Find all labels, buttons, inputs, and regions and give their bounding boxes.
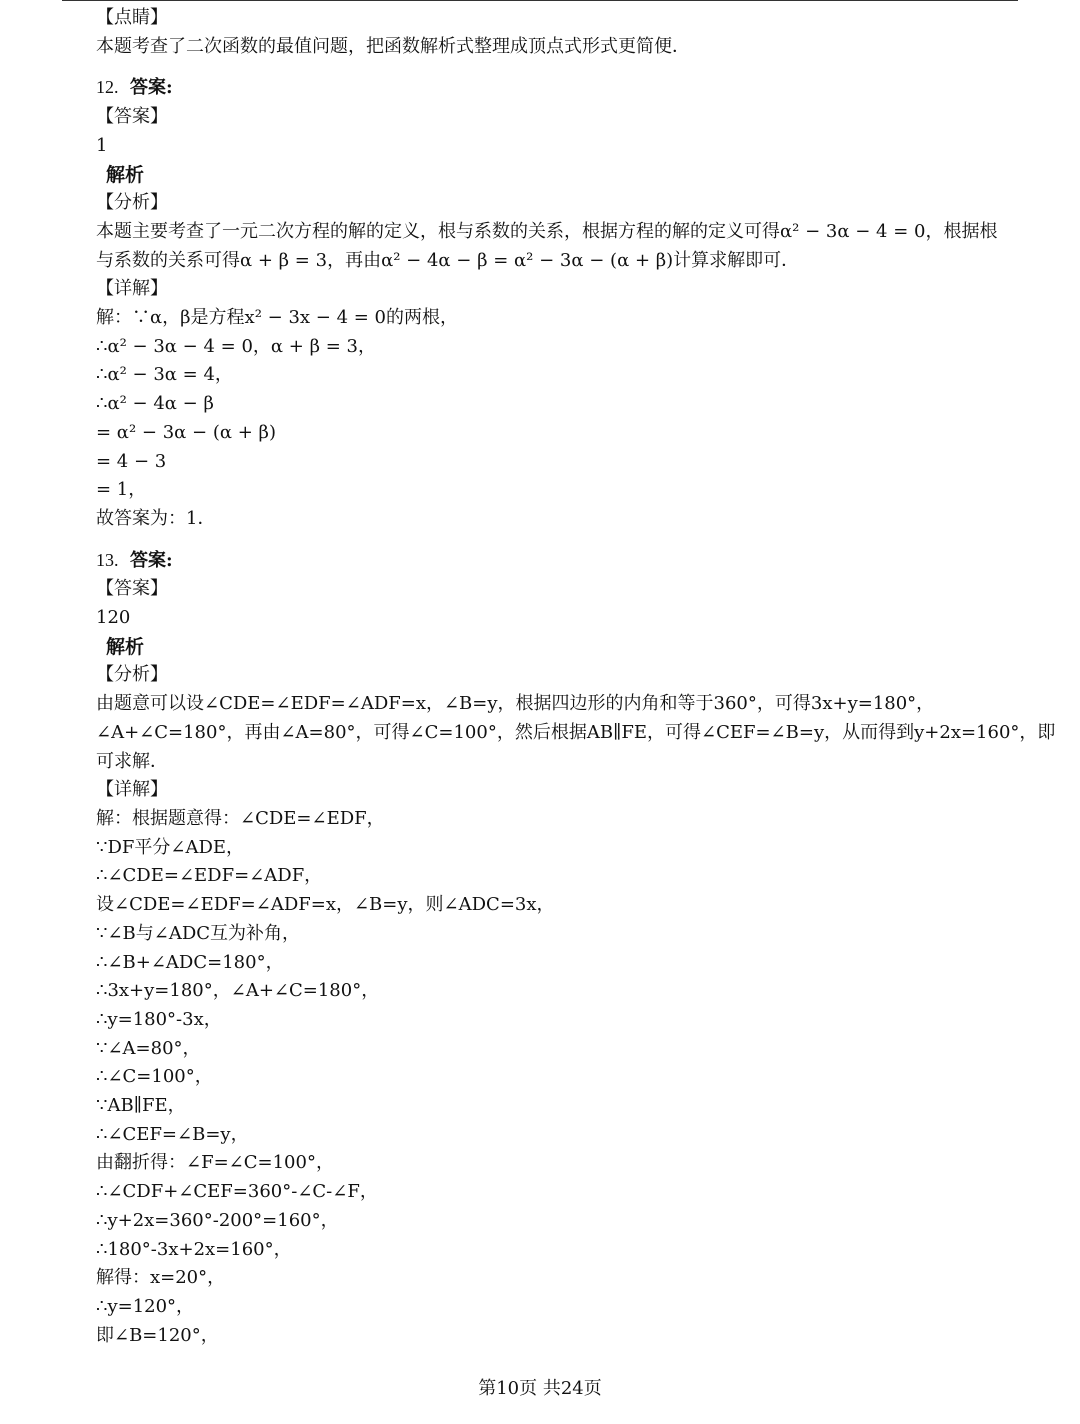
q13-xiangjie-heading: 【详解】 [96, 779, 168, 801]
q13-number: 13. [96, 549, 119, 570]
q13-analysis-heading: 解析 [106, 635, 145, 658]
q13-step: ∴180°-3x+2x=160°， [96, 1238, 292, 1260]
page-footer [0, 1376, 1080, 1402]
q12-answer-tag: 【答案】 [96, 106, 168, 128]
q13-step: ∴∠CDE=∠EDF=∠ADF， [96, 865, 323, 887]
q12-fenxi-line1: 本题主要考查了一元二次方程的解的定义，根与系数的关系，根据方程的解的定义可得α² − 3α − 4 = 0，根据根 [96, 220, 998, 242]
q13-step: ∵∠A=80°， [96, 1037, 201, 1059]
q12-answer-heading: 答案: [129, 77, 173, 99]
q13-fenxi-line2: ∠A+∠C=180°，再由∠A=80°，可得∠C=100°，然后根据AB∥FE，可得∠CEF=∠B=y，从而得到y+2x=160°，即 [96, 721, 1056, 743]
q12-step: = α² − 3α − (α + β) [96, 421, 276, 443]
q12-number: 12. [96, 77, 119, 98]
q13-step: ∴y+2x=360°-200°=160°， [96, 1209, 339, 1231]
q13-step: 由翻折得：∠F=∠C=100°， [96, 1152, 334, 1174]
dianjing-text: 本题考查了二次函数的最值问题，把函数解析式整理成顶点式形式更简便． [96, 35, 690, 57]
q12-step: ∴α² − 4α − β [96, 393, 214, 415]
q13-step: ∵AB∥FE， [96, 1095, 186, 1117]
q13-fenxi-line1: 由题意可以设∠CDE=∠EDF=∠ADF=x，∠B=y，根据四边形的内角和等于360°，可得3x+y=180°， [96, 693, 935, 715]
document-body [96, 4, 1056, 1350]
q13-step: ∴∠CEF=∠B=y， [96, 1123, 249, 1145]
q12-header [96, 73, 1046, 103]
q13-answer-tag: 【答案】 [96, 578, 168, 600]
q13-step: 解：根据题意得：∠CDE=∠EDF， [96, 807, 385, 829]
q12-step: ∴α² − 3α − 4 = 0，α + β = 3， [96, 335, 376, 357]
q13-answer-heading: 答案: [129, 549, 173, 571]
q12-step: ∴α² − 3α = 4， [96, 364, 233, 386]
page-number-label: 第10页 共24页 [478, 1378, 602, 1399]
q13-fenxi-line3: 可求解． [96, 750, 168, 772]
q12-analysis-heading: 解析 [106, 163, 145, 186]
q13-answer-value: 120 [96, 607, 131, 629]
q12-step: 故答案为：1． [96, 507, 216, 529]
q13-step: ∴∠CDF+∠CEF=360°-∠C-∠F， [96, 1181, 378, 1203]
q13-fenxi-heading: 【分析】 [96, 664, 168, 686]
q13-step: ∴3x+y=180°，∠A+∠C=180°， [96, 980, 380, 1002]
q13-step: 即∠B=120°， [96, 1324, 219, 1346]
q13-step: ∴∠B+∠ADC=180°， [96, 951, 284, 973]
q13-header [96, 546, 1046, 576]
q13-step: ∵DF平分∠ADE， [96, 836, 245, 858]
q13-step: ∴y=180°-3x， [96, 1008, 222, 1030]
q12-step: = 1， [96, 479, 147, 501]
q13-step: ∴y=120°， [96, 1295, 195, 1317]
dianjing-heading: 【点睛】 [96, 7, 168, 28]
q13-step: 设∠CDE=∠EDF=∠ADF=x，∠B=y，则∠ADC=3x， [96, 894, 555, 916]
q12-fenxi-line2: 与系数的关系可得α + β = 3，再由α² − 4α − β = α² − 3α − (α + β)计算求解即可． [96, 249, 800, 271]
q12-step: 解：∵α，β是方程x² − 3x − 4 = 0的两根， [96, 307, 459, 329]
top-rule [62, 0, 1018, 1]
q13-step: ∴∠C=100°， [96, 1066, 213, 1088]
q13-step: 解得：x=20°， [96, 1267, 226, 1289]
q13-step: ∵∠B与∠ADC互为补角， [96, 922, 301, 944]
q12-step: = 4 − 3 [96, 450, 167, 472]
q12-answer-value: 1 [96, 134, 108, 156]
q12-fenxi-heading: 【分析】 [96, 192, 168, 214]
q12-xiangjie-heading: 【详解】 [96, 278, 168, 300]
